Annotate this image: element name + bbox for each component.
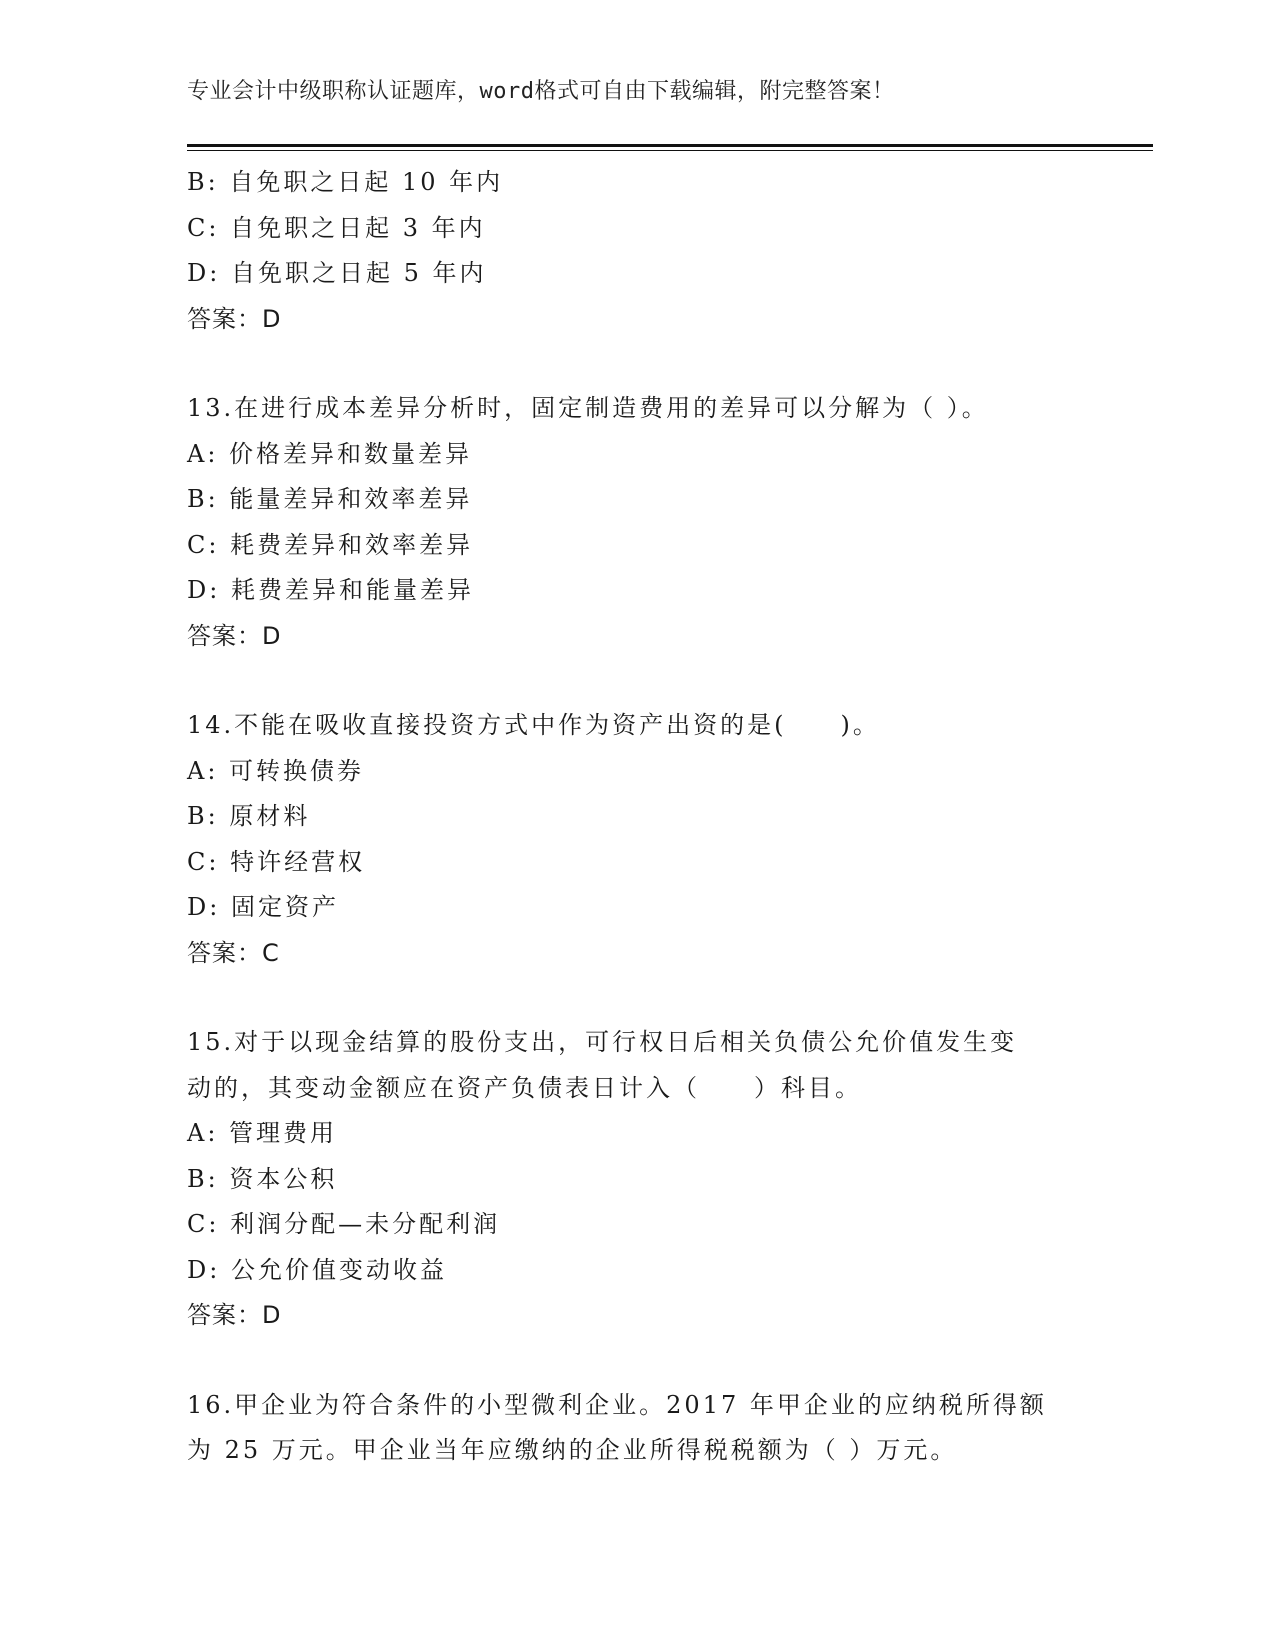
continued-question bbox=[187, 160, 1087, 342]
option-c: C: 利润分配—未分配利润 bbox=[187, 1210, 501, 1238]
question-text: 13.在进行成本差异分析时，固定制造费用的差异可以分解为（ ）。 bbox=[187, 394, 989, 422]
option-b: B: 自免职之日起 10 年内 bbox=[187, 168, 504, 196]
option-b: B: 原材料 bbox=[187, 802, 311, 830]
question-14 bbox=[187, 703, 1087, 976]
answer: 答案：C bbox=[187, 938, 280, 967]
option-d: D: 固定资产 bbox=[187, 893, 339, 921]
option-d: D: 耗费差异和能量差异 bbox=[187, 576, 474, 604]
question-text: 16.甲企业为符合条件的小型微利企业。2017 年甲企业的应纳税所得额 bbox=[187, 1390, 1047, 1419]
option-d: D: 自免职之日起 5 年内 bbox=[187, 259, 487, 287]
option-a: A: 可转换债券 bbox=[187, 756, 365, 785]
option-c: C: 特许经营权 bbox=[187, 847, 366, 876]
answer: 答案：D bbox=[187, 304, 282, 333]
question-15 bbox=[187, 1020, 1087, 1339]
header-rule-thick bbox=[187, 144, 1153, 147]
question-13 bbox=[187, 386, 1087, 659]
question-text: 14.不能在吸收直接投资方式中作为资产出资的是( )。 bbox=[187, 711, 880, 739]
question-text: 15.对于以现金结算的股份支出，可行权日后相关负债公允价值发生变 bbox=[187, 1028, 1018, 1056]
option-b: B: 能量差异和效率差异 bbox=[187, 485, 473, 513]
option-c: C: 自免职之日起 3 年内 bbox=[187, 213, 486, 242]
option-c: C: 耗费差异和效率差异 bbox=[187, 530, 474, 559]
question-content bbox=[187, 160, 1087, 1474]
question-16 bbox=[187, 1383, 1087, 1474]
page-header: 专业会计中级职称认证题库，word格式可自由下载编辑，附完整答案！ bbox=[187, 79, 895, 104]
option-a: A: 价格差异和数量差异 bbox=[187, 439, 473, 468]
question-text-continued: 为 25 万元。甲企业当年应缴纳的企业所得税税额为（ ）万元。 bbox=[187, 1436, 958, 1464]
option-d: D: 公允价值变动收益 bbox=[187, 1255, 447, 1284]
option-a: A: 管理费用 bbox=[187, 1119, 338, 1147]
question-text-continued: 动的，其变动金额应在资产负债表日计入（ ）科目。 bbox=[187, 1073, 862, 1102]
answer: 答案：D bbox=[187, 1301, 282, 1329]
answer: 答案：D bbox=[187, 621, 282, 650]
header-rule-thin bbox=[187, 150, 1153, 151]
option-b: B: 资本公积 bbox=[187, 1164, 338, 1193]
